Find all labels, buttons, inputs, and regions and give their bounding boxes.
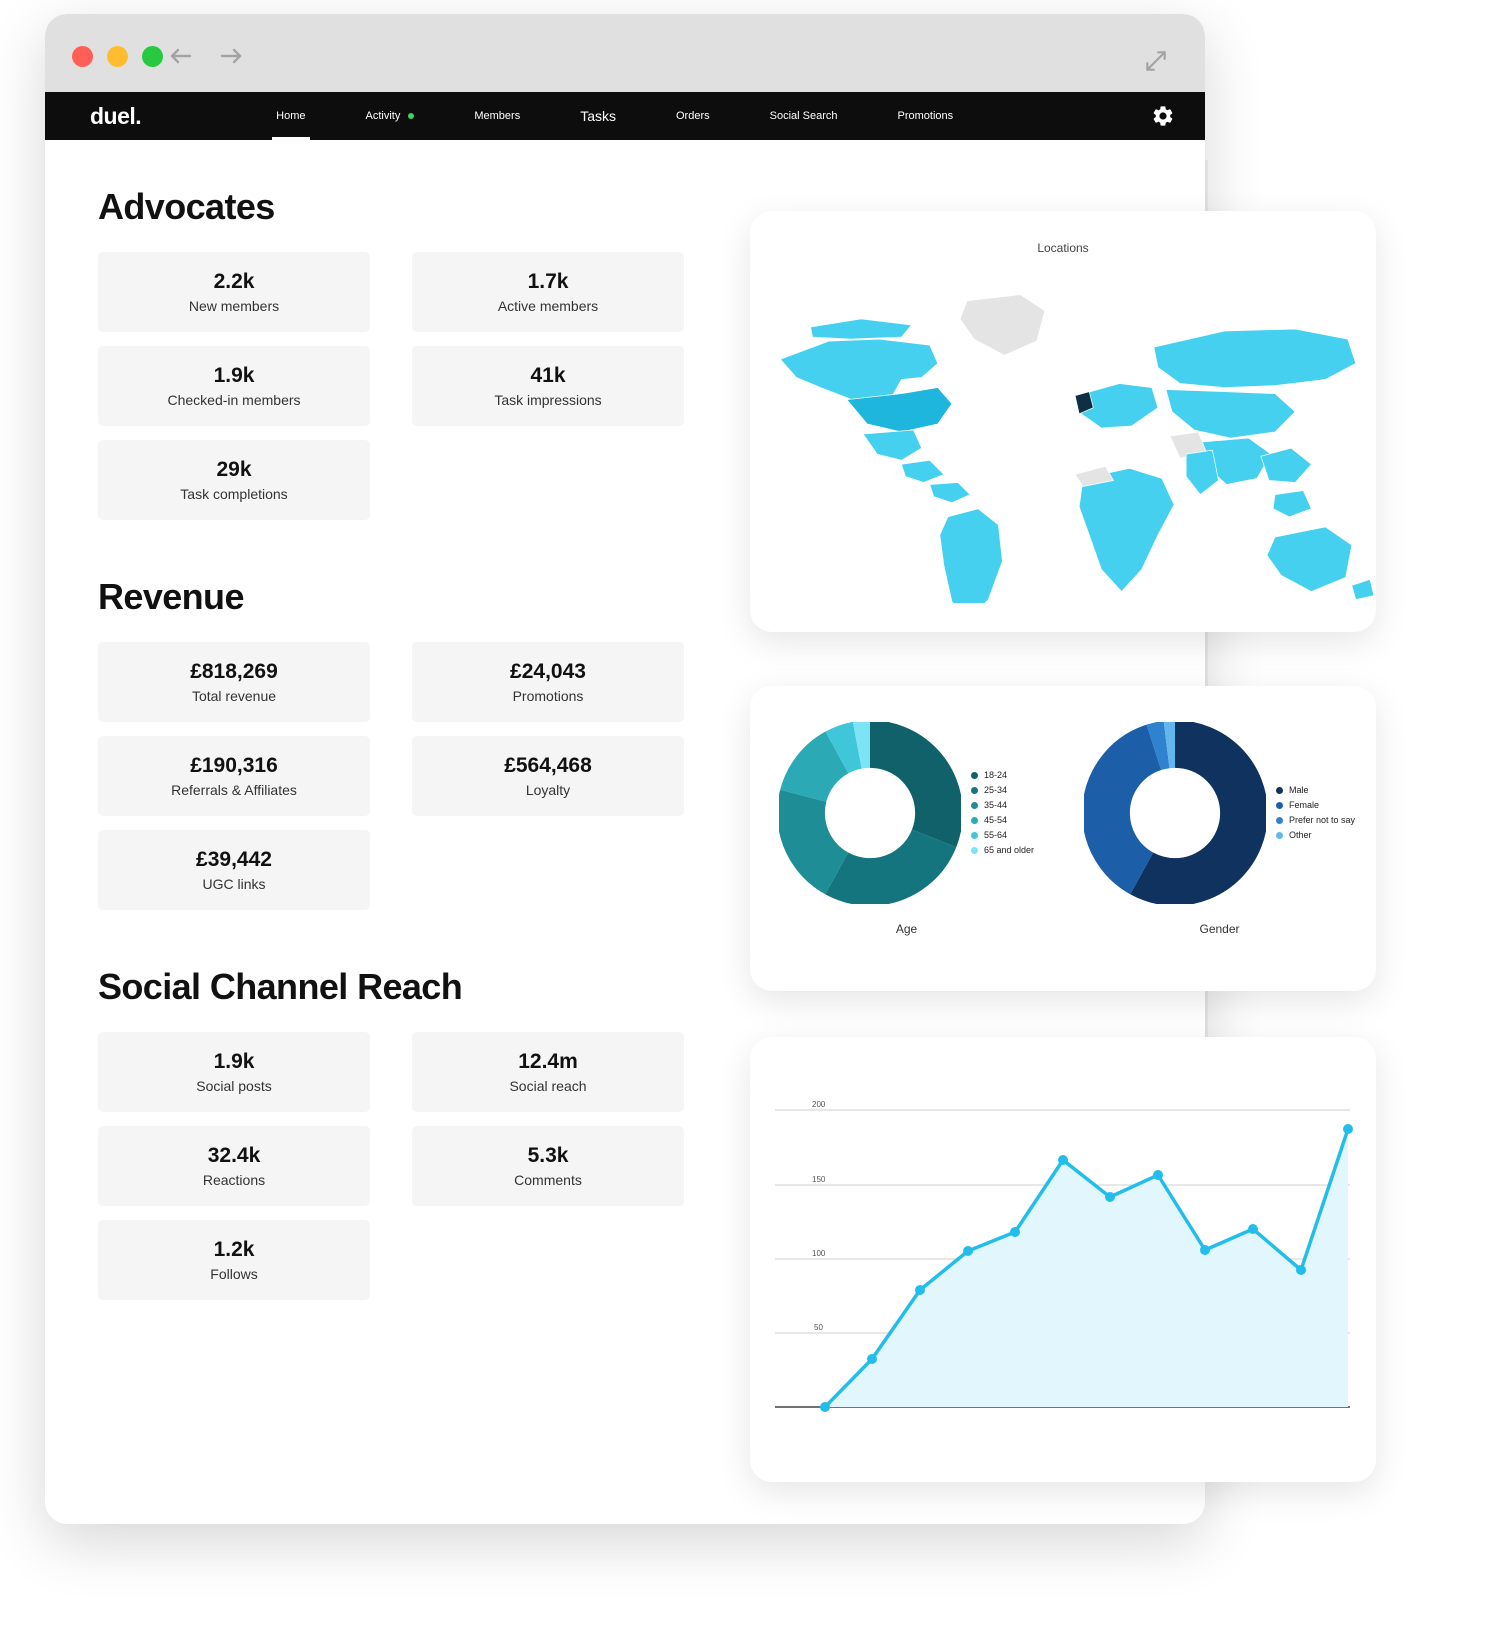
legend-label: 65 and older [983,845,1035,855]
legend-label: Male [1288,785,1309,795]
stat-value: £39,442 [196,848,272,871]
section-title-social-channel-reach: Social Channel Reach [98,966,463,1007]
browser-titlebar [45,14,1205,92]
nav-item-activity-label: Activity [365,110,401,122]
gear-icon[interactable] [1151,104,1175,128]
section-title-revenue: Revenue [98,576,244,617]
stat-value: 12.4m [518,1050,578,1073]
reach-area-chart [750,1037,1376,1482]
stat-card [98,830,370,910]
svg-text:200: 200 [812,1100,826,1109]
nav-item-orders[interactable] [646,92,740,140]
nav-item-orders-label: Orders [676,110,710,122]
stat-card [98,1126,370,1206]
age-legend [971,768,1034,858]
stat-label: UGC links [202,876,266,892]
revenue-stats [98,642,685,910]
maximize-window-button[interactable] [142,46,163,67]
page-title: Advocates [98,186,275,227]
stat-label: Follows [210,1266,258,1282]
stat-card [98,642,370,722]
nav-item-members[interactable] [444,92,550,140]
legend-item [1276,813,1355,828]
legend-swatch-icon [971,802,978,809]
stat-label: Social posts [196,1078,272,1094]
map-title: Locations [1037,241,1089,255]
stat-value: 41k [530,364,566,387]
metrics-column [45,186,685,1300]
close-window-button[interactable] [72,46,93,67]
legend-item [971,768,1034,783]
svg-text:150: 150 [812,1175,826,1184]
legend-item [1276,828,1355,843]
stat-label: Promotions [512,688,584,704]
stat-value: £24,043 [510,660,586,683]
age-donut-wrap [779,722,1034,904]
nav-item-social-search-label: Social Search [769,110,838,122]
stat-card [412,1126,684,1206]
legend-item [971,828,1034,843]
nav-item-home[interactable] [246,92,335,140]
stat-value: £818,269 [190,660,278,683]
stat-label: Checked-in members [167,392,301,408]
nav-item-activity[interactable] [336,92,445,140]
gender-donut-wrap [1084,722,1355,904]
age-donut-block [750,722,1063,936]
nav-item-home-label: Home [276,110,306,122]
legend-swatch-icon [971,787,978,794]
stat-value: 2.2k [213,270,255,293]
gender-legend [1276,783,1355,843]
legend-item [971,783,1034,798]
stat-label: Referrals & Affiliates [171,782,297,798]
stat-value: 1.9k [213,364,255,387]
expand-icon[interactable] [1143,48,1167,72]
legend-item [971,813,1034,828]
reach-trend-card [750,1037,1376,1482]
stat-card [412,346,684,426]
legend-swatch-icon [1276,787,1283,794]
stat-card [98,440,370,520]
stat-card [98,736,370,816]
stat-card [412,1032,684,1112]
legend-item [1276,798,1355,813]
legend-swatch-icon [971,817,978,824]
demographics-card [750,686,1376,991]
legend-swatch-icon [1276,817,1283,824]
nav-item-tasks-label: Tasks [580,108,616,124]
social-stats [98,1032,685,1300]
legend-label: Other [1288,830,1312,840]
stat-card [412,642,684,722]
brand-logo[interactable]: duel. [90,102,142,129]
stat-value: 1.7k [527,270,569,293]
legend-label: 35-44 [983,800,1007,810]
legend-swatch-icon [971,772,978,779]
world-map-chart [750,263,1376,603]
stat-card [98,1220,370,1300]
stat-card [98,1032,370,1112]
activity-status-dot-icon [408,113,414,119]
stat-value: 1.9k [213,1050,255,1073]
legend-label: 45-54 [983,815,1007,825]
legend-label: Prefer not to say [1288,815,1356,825]
stat-label: Reactions [202,1172,266,1188]
stat-label: Social reach [509,1078,587,1094]
gender-chart-label: Gender [1199,922,1240,936]
stat-value: 29k [216,458,252,481]
legend-swatch-icon [1276,802,1283,809]
advocates-stats [98,252,685,520]
nav-item-members-label: Members [474,110,521,122]
gender-donut-chart [1084,722,1266,904]
nav-item-promotions-label: Promotions [897,110,954,122]
app-navbar [45,92,1205,140]
nav-items [246,92,983,140]
traffic-lights [72,46,163,67]
stat-value: £564,468 [504,754,592,777]
stat-label: Comments [514,1172,582,1188]
stat-card [412,252,684,332]
legend-label: 25-34 [983,785,1007,795]
stat-value: 32.4k [207,1144,261,1167]
nav-item-promotions[interactable] [868,92,984,140]
browser-nav-arrows [167,44,245,68]
arrow-right-icon[interactable] [217,44,245,68]
stat-card [98,346,370,426]
stat-card [98,252,370,332]
svg-text:100: 100 [812,1249,826,1258]
stat-value: 5.3k [527,1144,569,1167]
arrow-left-icon[interactable] [167,44,195,68]
age-donut-chart [779,722,961,904]
stat-value: 1.2k [213,1238,255,1261]
legend-item [971,798,1034,813]
legend-swatch-icon [971,847,978,854]
nav-item-social-search[interactable] [740,92,868,140]
svg-text:50: 50 [814,1323,823,1332]
stat-value: £190,316 [190,754,278,777]
stat-label: Loyalty [525,782,571,798]
stat-label: Task completions [180,486,288,502]
legend-item [971,843,1034,858]
legend-label: 55-64 [983,830,1007,840]
legend-swatch-icon [1276,832,1283,839]
legend-swatch-icon [971,832,978,839]
stat-label: Total revenue [191,688,277,704]
donut-row [750,686,1376,936]
stat-label: Active members [497,298,599,314]
legend-item [1276,783,1355,798]
area-fill [825,1129,1348,1407]
legend-label: Female [1288,800,1319,810]
legend-label: 18-24 [983,770,1007,780]
gender-donut-block [1063,722,1376,936]
minimize-window-button[interactable] [107,46,128,67]
stat-card [412,736,684,816]
locations-map-card [750,211,1376,632]
age-chart-label: Age [895,922,918,936]
stat-label: New members [188,298,280,314]
nav-item-tasks[interactable] [550,92,646,140]
stat-label: Task impressions [494,392,602,408]
